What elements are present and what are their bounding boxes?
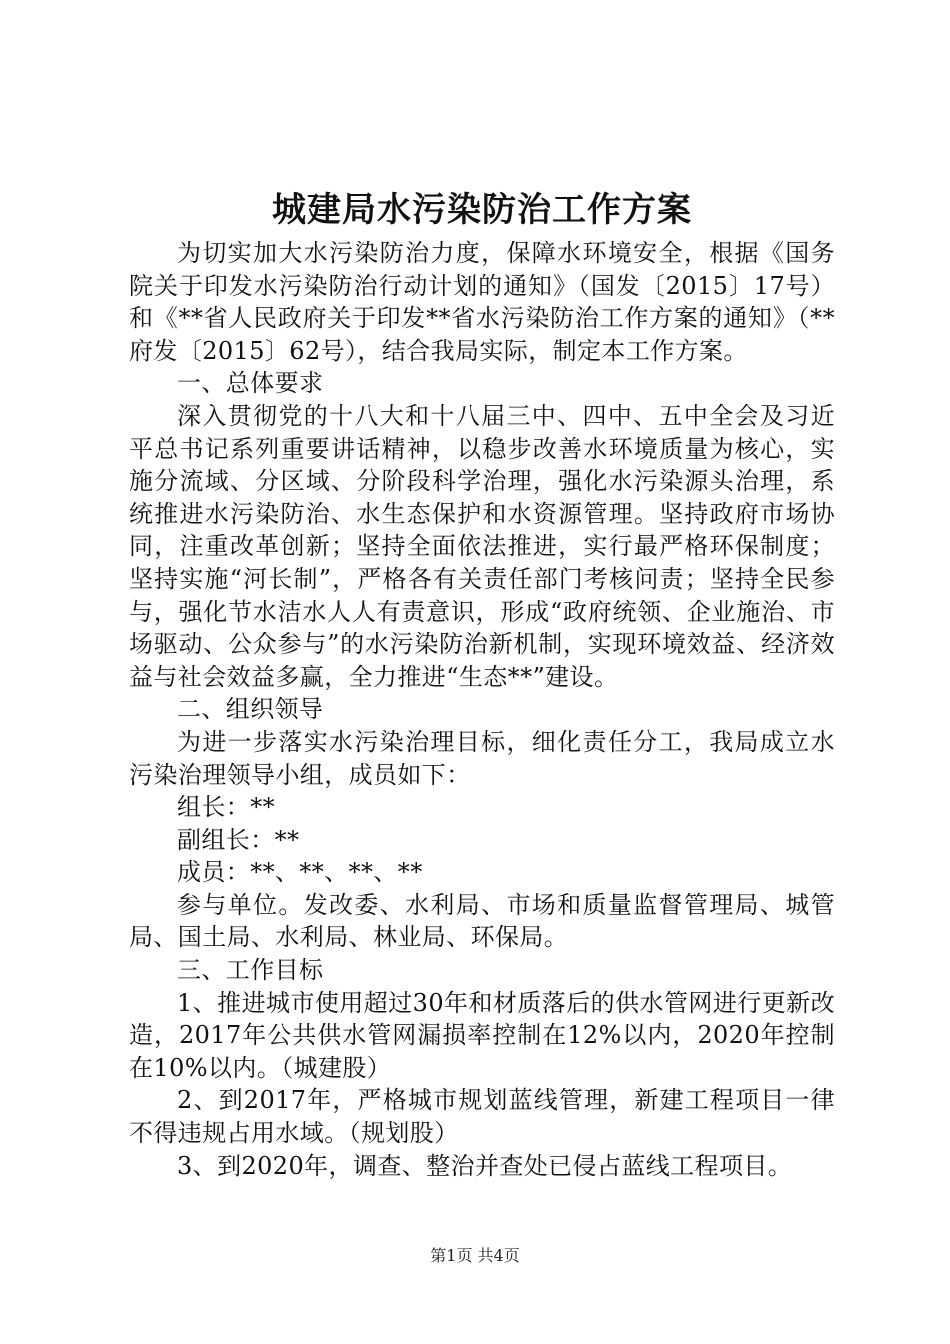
document-title: 城建局水污染防治工作方案 xyxy=(272,190,692,230)
participating-units: 参与单位。发改委、水利局、市场和质量监督管理局、城管局、国土局、水利局、林业局、环保局。 xyxy=(129,890,835,952)
paragraph-intro: 为切实加大水污染防治力度，保障水环境安全，根据《国务院关于印发水污染防治行动计划的通知》（国发〔2015〕17号）和《**省人民政府关于印发**省水污染防治工作方案的通知》（**府发〔2015〕62号），结合我局实际，制定本工作方案。 xyxy=(129,239,835,365)
group-leader: 组长：** xyxy=(177,793,275,822)
work-goal-item: 3、到2020年，调查、整治并查处已侵占蓝线工程项目。 xyxy=(177,1151,793,1180)
paragraph-organization: 为进一步落实水污染治理目标，细化责任分工，我局成立水污染治理领导小组，成员如下： xyxy=(129,727,835,789)
section-heading-organization: 二、组织领导 xyxy=(177,695,324,724)
section-heading-work-goals: 三、工作目标 xyxy=(177,956,324,985)
document-body xyxy=(129,186,835,1182)
work-goal-item: 2、到2017年，严格城市规划蓝线管理，新建工程项目一律不得违规占用水域。（规划股） xyxy=(129,1086,835,1148)
section-heading-overall-requirements: 一、总体要求 xyxy=(177,369,324,398)
work-goal-item: 1、推进城市使用超过30年和材质落后的供水管网进行更新改造，2017年公共供水管网漏损率控制在12%以内，2020年控制在10%以内。（城建股） xyxy=(129,988,835,1082)
deputy-group-leader: 副组长：** xyxy=(177,825,300,854)
page-number-footer: 第1页 共4页 xyxy=(430,1246,520,1265)
paragraph-overall-requirements: 深入贯彻党的十八大和十八届三中、四中、五中全会及习近平总书记系列重要讲话精神，以稳步改善水环境质量为核心，实施分流域、分区域、分阶段科学治理，强化水污染源头治理，系统推进水污染防治、水生态保护和水资源管理。坚持政府市场协同，注重改革创新；坚持全面依法推进，实行最严格环保制度；坚持实施“河长制”，严格各有关责任部门考核问责；坚持全民参与，强化节水洁水人人有责意识，形成“政府统领、企业施治、市场驱动、公众参与”的水污染防治新机制，实现环境效益、经济效益与社会效益多赢，全力推进“生态**”建设。 xyxy=(129,401,835,691)
group-members: 成员：**、**、**、** xyxy=(177,858,423,887)
